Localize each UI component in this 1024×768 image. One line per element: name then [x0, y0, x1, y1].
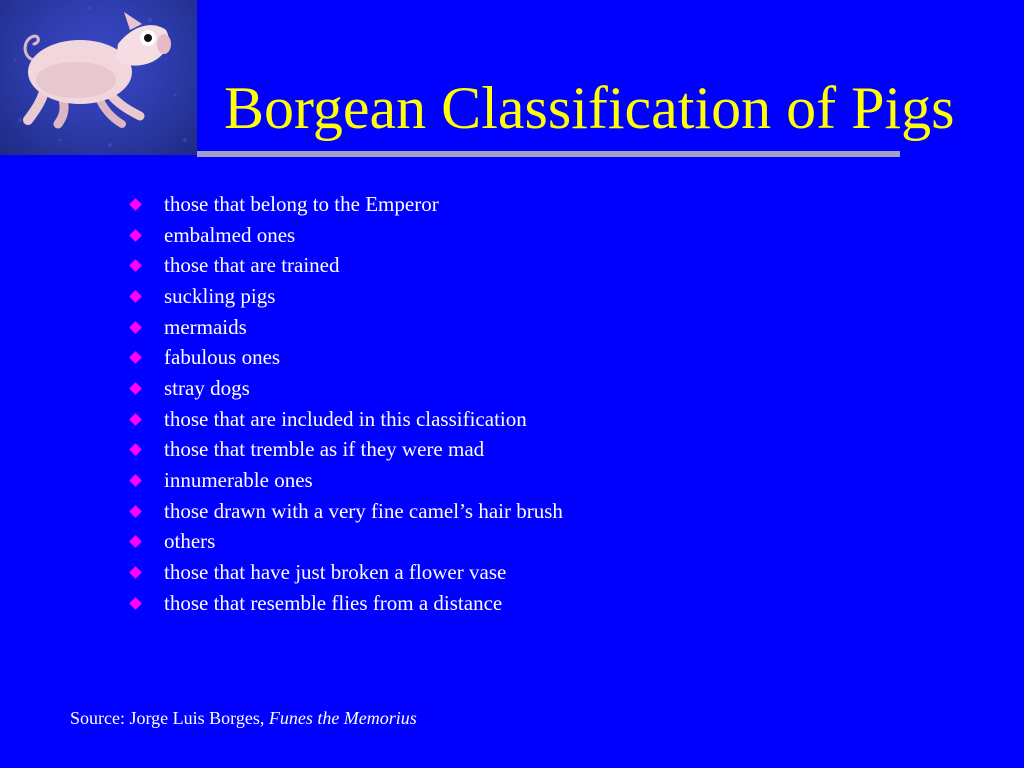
- diamond-bullet-icon: [129, 505, 142, 518]
- list-item-text: those drawn with a very fine camel’s hair brush: [164, 498, 563, 523]
- diamond-bullet-icon: [129, 321, 142, 334]
- list-item-text: suckling pigs: [164, 283, 276, 308]
- list-item: [120, 527, 563, 558]
- diamond-bullet-icon: [129, 229, 142, 242]
- list-item-text: those that have just broken a flower vase: [164, 560, 507, 585]
- diamond-bullet-icon: [129, 536, 142, 549]
- list-item: [120, 250, 563, 281]
- list-item-text: mermaids: [164, 314, 247, 339]
- pig-illustration: [0, 0, 197, 155]
- list-item: [120, 435, 563, 466]
- diamond-bullet-icon: [129, 597, 142, 610]
- list-item-text: innumerable ones: [164, 468, 313, 493]
- diamond-bullet-icon: [129, 382, 142, 395]
- list-item: [120, 496, 563, 527]
- list-item-text: those that are included in this classification: [164, 406, 527, 431]
- list-item: [120, 373, 563, 404]
- source-citation: [70, 708, 417, 729]
- list-item: [120, 189, 563, 220]
- list-item-text: those that belong to the Emperor: [164, 191, 439, 216]
- diamond-bullet-icon: [129, 413, 142, 426]
- diamond-bullet-icon: [129, 290, 142, 303]
- list-item: [120, 281, 563, 312]
- diamond-bullet-icon: [129, 259, 142, 272]
- list-item-text: those that resemble flies from a distance: [164, 590, 503, 615]
- list-item: [120, 312, 563, 343]
- source-work-title: Funes the Memorius: [268, 708, 417, 728]
- classification-list: [120, 189, 563, 619]
- diamond-bullet-icon: [129, 198, 142, 211]
- list-item-text: embalmed ones: [164, 222, 296, 247]
- diamond-bullet-icon: [129, 351, 142, 364]
- list-item: [120, 220, 563, 251]
- title-divider: [197, 151, 900, 157]
- list-item: [120, 588, 563, 619]
- list-item-text: stray dogs: [164, 375, 250, 400]
- diamond-bullet-icon: [129, 474, 142, 487]
- list-item-text: fabulous ones: [164, 345, 281, 370]
- list-item: [120, 557, 563, 588]
- list-item: [120, 342, 563, 373]
- list-item-text: others: [164, 529, 216, 554]
- diamond-bullet-icon: [129, 566, 142, 579]
- list-item-text: those that are trained: [164, 253, 340, 278]
- slide-title: Borgean Classification of Pigs: [224, 75, 955, 141]
- source-prefix: Source: Jorge Luis Borges,: [70, 708, 269, 728]
- list-item: [120, 465, 563, 496]
- list-item: [120, 404, 563, 435]
- diamond-bullet-icon: [129, 443, 142, 456]
- list-item-text: those that tremble as if they were mad: [164, 437, 485, 462]
